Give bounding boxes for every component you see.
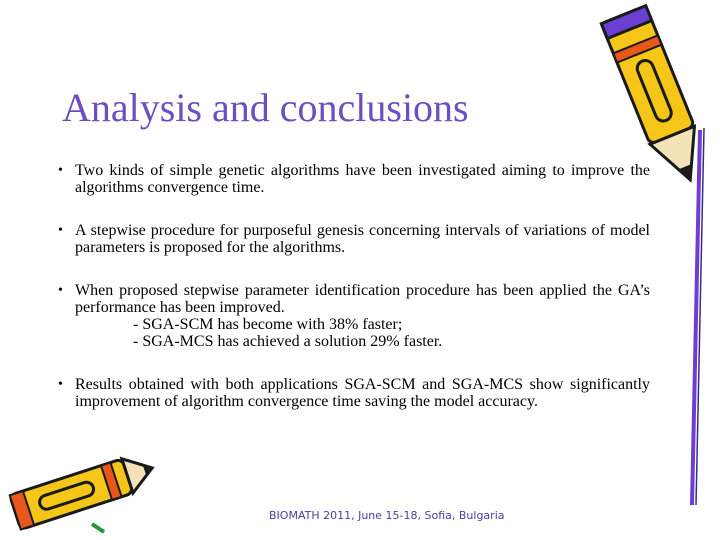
- sub-bullet: - SGA-MCS has achieved a solution 29% faster.: [133, 333, 443, 350]
- bullet-item: [58, 222, 650, 256]
- bullet-text: When proposed stepwise parameter identification procedure has been applied the GA’s performance has been improved.: [75, 282, 650, 316]
- bullet-item: [58, 376, 650, 410]
- pencil-icon: [0, 440, 160, 538]
- bullet-item: [58, 162, 650, 196]
- bullet-list: [58, 162, 650, 410]
- sub-bullet: - SGA-SCM has become with 38% faster;: [133, 316, 403, 333]
- bullet-text: Two kinds of simple genetic algorithms have been investigated aiming to improve the algorithms convergence time.: [75, 162, 650, 196]
- bullet-text: A stepwise procedure for purposeful genesis concerning intervals of variations of model parameters is proposed for the algorithms.: [75, 222, 650, 256]
- bullet-item: [58, 282, 650, 350]
- page-title: Analysis and conclusions: [62, 85, 469, 130]
- footer-text: BIOMATH 2011, June 15-18, Sofia, Bulgaria: [269, 509, 505, 522]
- bullet-text: Results obtained with both applications SGA-SCM and SGA-MCS show significantly improvement of algorithm convergence time saving the model accuracy.: [75, 376, 650, 410]
- pencil-icon: [596, 0, 720, 512]
